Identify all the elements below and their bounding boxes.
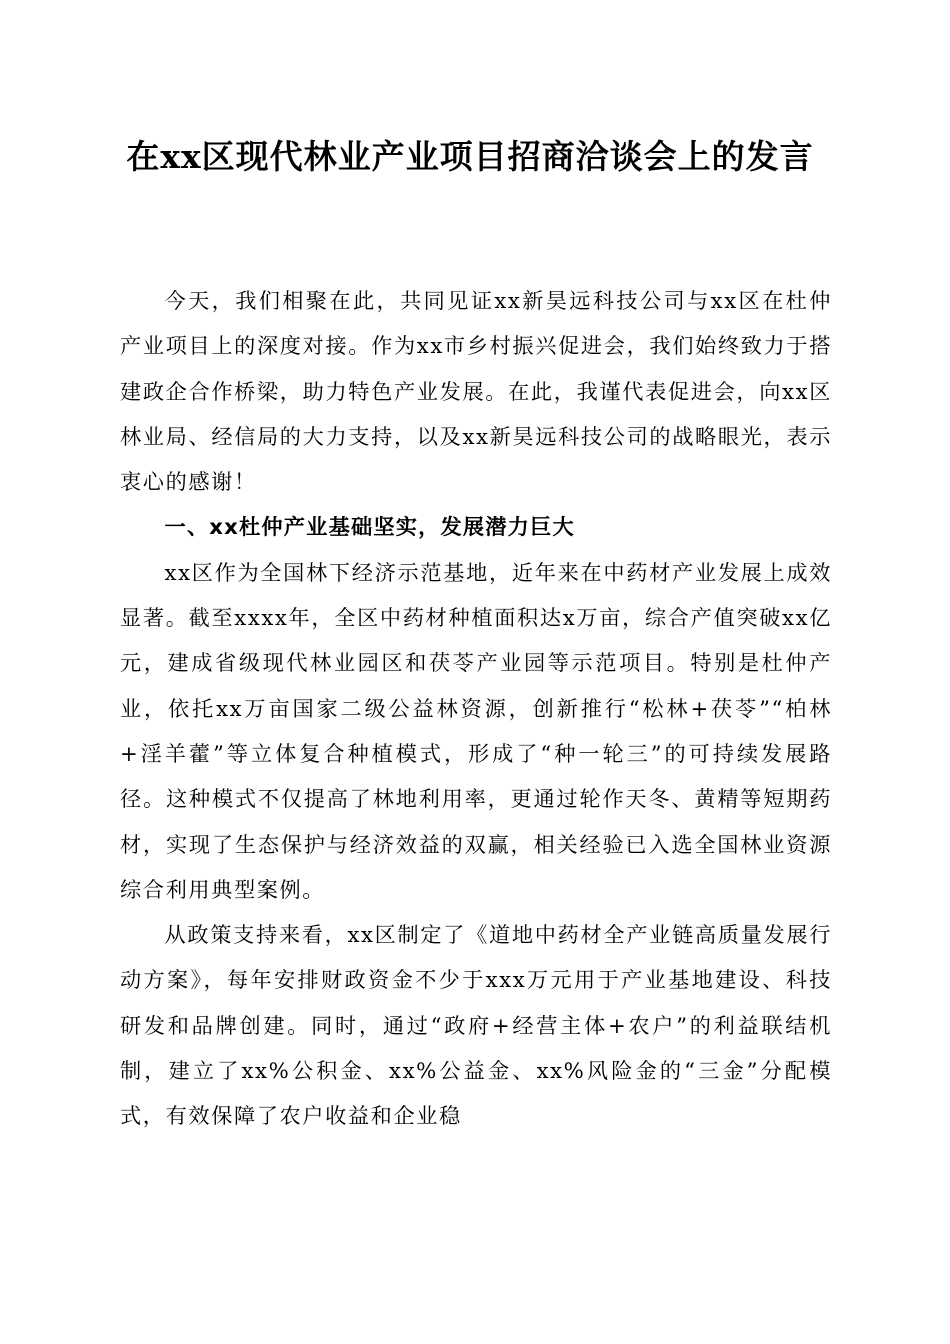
paragraph-industry-base: xx区作为全国林下经济示范基地，近年来在中药材产业发展上成效显著。截至xxxx年，全区中药材种植面积达x万亩，综合产值突破xx亿元，建成省级现代林业园区和茯苓产业园等示范项目。特别是杜仲产业，依托xx万亩国家二级公益林资源，创新推行“松林+茯苓”“柏林+淫羊藿”等立体复合种植模式，形成了“种一轮三”的可持续发展路径。这种模式不仅提高了林地利用率，更通过轮作天冬、黄精等短期药材，实现了生态保护与经济效益的双赢，相关经验已入选全国林业资源综合利用典型案例。 xyxy=(120,559,832,902)
section-heading: 一、xx杜仲产业基础坚实，发展潜力巨大 xyxy=(164,514,575,540)
document-body xyxy=(120,278,832,1139)
paragraph-intro: 今天，我们相聚在此，共同见证xx新昊远科技公司与xx区在杜仲产业项目上的深度对接。作为xx市乡村振兴促进会，我们始终致力于搭建政企合作桥梁，助力特色产业发展。在此，我谨代表促进会，向xx区林业局、经信局的大力支持，以及xx新昊远科技公司的战略眼光，表示衷心的感谢！ xyxy=(120,288,832,495)
document-title: 在xx区现代林业产业项目招商洽谈会上的发言 xyxy=(126,137,814,176)
paragraph-policy-support: 从政策支持来看，xx区制定了《道地中药材全产业链高质量发展行动方案》，每年安排财政资金不少于xxx万元用于产业基地建设、科技研发和品牌创建。同时，通过“政府+经营主体+农户”的利益联结机制，建立了xx%公积金、xx%公益金、xx%风险金的“三金”分配模式，有效保障了农户收益和企业稳 xyxy=(120,922,832,1129)
